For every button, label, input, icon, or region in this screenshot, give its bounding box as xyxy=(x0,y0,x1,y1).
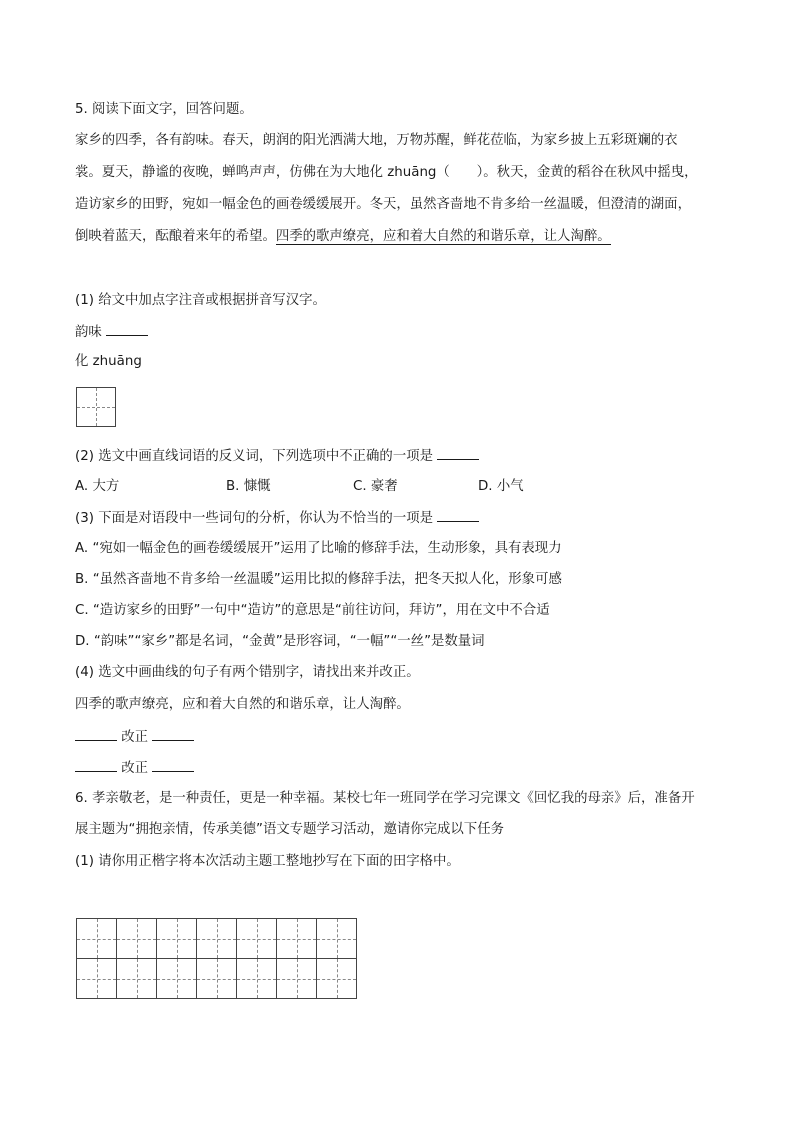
option-b: B. 慷慨 xyxy=(226,479,271,494)
passage-line-1: 家乡的四季，各有韵味。春天，朗润的阳光洒满大地，万物苏醒，鲜花莅临，为家乡披上五彩斑斓的衣 xyxy=(75,133,678,148)
q5-title: 5. 阅读下面文字，回答问题。 xyxy=(75,102,253,117)
q6-intro-line-1: 6. 孝亲敬老，是一种责任，更是一种幸福。某校七年一班同学在学习完课文《回忆我的母亲》后，准备开 xyxy=(75,791,695,806)
answer-blank[interactable] xyxy=(152,759,194,772)
answer-blank[interactable] xyxy=(106,323,148,336)
q5-sub4-sentence: 四季的歌声缭亮，应和着大自然的和谐乐章，让人淘醉。 xyxy=(75,697,410,712)
q6-intro-line-2: 展主题为“拥抱亲情，传承美德”语文专题学习活动，邀请你完成以下任务 xyxy=(75,822,504,837)
passage-line-4 xyxy=(75,228,611,246)
tianzige-cell[interactable] xyxy=(316,918,357,959)
tianzige-cell[interactable] xyxy=(116,918,157,959)
answer-blank[interactable] xyxy=(75,759,117,772)
option-a: A. “宛如一幅金色的画卷缓缓展开”运用了比喻的修辞手法，生动形象，具有表现力 xyxy=(75,541,562,556)
tianzige-cell[interactable] xyxy=(196,918,237,959)
item1-label: 韵味 xyxy=(75,325,102,340)
answer-blank[interactable] xyxy=(437,509,479,522)
q5-sub3-prompt: (3) 下面是对语段中一些词句的分析，你认为不恰当的一项是 xyxy=(75,511,433,526)
option-a: A. 大方 xyxy=(75,479,120,494)
underlined-sentence: 四季的歌声缭亮，应和着大自然的和谐乐章，让人淘醉。 xyxy=(275,229,611,244)
tianzige-cell[interactable] xyxy=(196,958,237,999)
q5-sub1-item1 xyxy=(75,323,148,342)
correct-label: 改正 xyxy=(121,730,149,745)
correction-row-1 xyxy=(75,728,194,747)
passage-line-3: 造访家乡的田野，宛如一幅金色的画卷缓缓展开。冬天，虽然吝啬地不肯多给一丝温暖，但澄清的湖面， xyxy=(75,197,691,212)
tianzige-cell[interactable] xyxy=(156,918,197,959)
passage-line-4-text: 倒映着蓝天，酝酿着来年的希望。 xyxy=(75,229,276,244)
tianzige-cell[interactable] xyxy=(276,918,317,959)
q5-sub1-item2: 化 zhuāng xyxy=(75,354,142,369)
answer-blank[interactable] xyxy=(75,728,117,741)
option-d: D. 小气 xyxy=(478,479,524,494)
option-d: D. “韵味”“家乡”都是名词，“金黄”是形容词，“一幅”“一丝”是数量词 xyxy=(75,634,485,649)
answer-blank[interactable] xyxy=(437,447,479,460)
option-b: B. “虽然吝啬地不肯多给一丝温暖”运用比拟的修辞手法，把冬天拟人化，形象可感 xyxy=(75,572,562,587)
correction-row-2 xyxy=(75,759,194,778)
tianzige-cell[interactable] xyxy=(236,918,277,959)
tianzige-cell[interactable] xyxy=(156,958,197,999)
q5-sub4-prompt: (4) 选文中画曲线的句子有两个错别字，请找出来并改正。 xyxy=(75,665,420,680)
tianzige-cell[interactable] xyxy=(316,958,357,999)
tianzige-box[interactable] xyxy=(76,387,116,427)
tianzige-cell[interactable] xyxy=(276,958,317,999)
passage-line-2: 裳。夏天，静谧的夜晚，蝉鸣声声，仿佛在为大地化 zhuāng（ ）。秋天，金黄的稻谷在秋风中摇曳， xyxy=(75,165,698,180)
tianzige-cell[interactable] xyxy=(236,958,277,999)
q5-sub2 xyxy=(75,447,479,466)
tianzige-grid[interactable] xyxy=(76,918,356,998)
tianzige-cell[interactable] xyxy=(76,918,117,959)
tianzige-cell[interactable] xyxy=(116,958,157,999)
q6-sub1-prompt: (1) 请你用正楷字将本次活动主题工整地抄写在下面的田字格中。 xyxy=(75,854,460,869)
q5-sub1-prompt: (1) 给文中加点字注音或根据拼音写汉字。 xyxy=(75,293,326,308)
q5-sub2-prompt: (2) 选文中画直线词语的反义词，下列选项中不正确的一项是 xyxy=(75,449,433,464)
option-c: C. “造访家乡的田野”一句中“造访”的意思是“前往访问，拜访”，用在文中不合适 xyxy=(75,603,550,618)
answer-blank[interactable] xyxy=(152,728,194,741)
option-c: C. 豪奢 xyxy=(353,479,398,494)
correct-label: 改正 xyxy=(121,761,149,776)
tianzige-cell[interactable] xyxy=(76,958,117,999)
q5-sub3 xyxy=(75,509,479,528)
